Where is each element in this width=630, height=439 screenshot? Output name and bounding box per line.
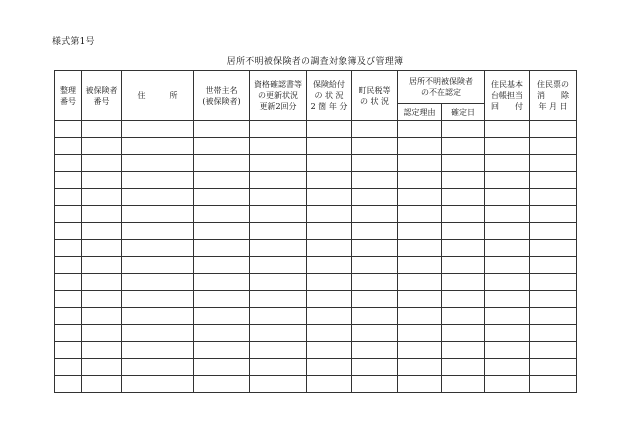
table-cell[interactable] <box>250 172 307 189</box>
table-cell[interactable] <box>352 291 398 308</box>
table-cell[interactable] <box>55 189 82 206</box>
table-cell[interactable] <box>442 359 485 376</box>
table-row <box>55 257 577 274</box>
table-cell[interactable] <box>307 325 352 342</box>
table-cell[interactable] <box>55 274 82 291</box>
table-cell[interactable] <box>398 274 442 291</box>
table-cell[interactable] <box>442 274 485 291</box>
table-cell[interactable] <box>307 274 352 291</box>
table-cell[interactable] <box>55 325 82 342</box>
register-body <box>55 121 577 393</box>
table-cell[interactable] <box>307 240 352 257</box>
header-hoken-kyufu: 保険給付 の 状 況 2 箇 年 分 <box>307 71 352 121</box>
document-title: 居所不明被保険者の調査対象簿及び管理簿 <box>226 57 404 67</box>
table-cell[interactable] <box>398 206 442 223</box>
table-cell[interactable] <box>485 155 530 172</box>
table-cell[interactable] <box>398 359 442 376</box>
table-cell[interactable] <box>352 342 398 359</box>
table-cell[interactable] <box>122 274 194 291</box>
table-row <box>55 359 577 376</box>
table-cell[interactable] <box>485 274 530 291</box>
table-cell[interactable] <box>398 240 442 257</box>
table-cell[interactable] <box>55 121 82 138</box>
table-cell[interactable] <box>122 291 194 308</box>
table-cell[interactable] <box>530 121 577 138</box>
table-cell[interactable] <box>122 308 194 325</box>
table-cell[interactable] <box>194 325 250 342</box>
table-cell[interactable] <box>55 240 82 257</box>
table-cell[interactable] <box>82 138 122 155</box>
table-cell[interactable] <box>55 155 82 172</box>
table-cell[interactable] <box>307 291 352 308</box>
table-cell[interactable] <box>442 342 485 359</box>
table-row <box>55 308 577 325</box>
table-cell[interactable] <box>55 138 82 155</box>
table-cell[interactable] <box>307 359 352 376</box>
table-row <box>55 138 577 155</box>
table-cell[interactable] <box>194 291 250 308</box>
table-cell[interactable] <box>82 189 122 206</box>
table-cell[interactable] <box>55 206 82 223</box>
table-cell[interactable] <box>82 240 122 257</box>
table-cell[interactable] <box>352 308 398 325</box>
table-cell[interactable] <box>250 240 307 257</box>
table-cell[interactable] <box>194 359 250 376</box>
table-row <box>55 121 577 138</box>
table-cell[interactable] <box>55 257 82 274</box>
table-cell[interactable] <box>307 206 352 223</box>
table-cell[interactable] <box>398 138 442 155</box>
table-cell[interactable] <box>398 121 442 138</box>
table-cell[interactable] <box>122 155 194 172</box>
table-row <box>55 172 577 189</box>
table-cell[interactable] <box>250 155 307 172</box>
table-cell[interactable] <box>352 155 398 172</box>
table-cell[interactable] <box>194 342 250 359</box>
table-cell[interactable] <box>307 155 352 172</box>
table-cell[interactable] <box>194 189 250 206</box>
table-cell[interactable] <box>82 257 122 274</box>
table-cell[interactable] <box>485 325 530 342</box>
table-cell[interactable] <box>485 172 530 189</box>
header-juki-daicho: 住民基本 台帳担当 回 付 <box>485 71 530 121</box>
table-cell[interactable] <box>352 121 398 138</box>
table-cell[interactable] <box>398 257 442 274</box>
table-cell[interactable] <box>250 342 307 359</box>
table-cell[interactable] <box>194 223 250 240</box>
table-cell[interactable] <box>250 325 307 342</box>
table-cell[interactable] <box>530 189 577 206</box>
table-row <box>55 325 577 342</box>
table-cell[interactable] <box>82 206 122 223</box>
header-kakutei-bi: 確定日 <box>442 104 485 121</box>
table-cell[interactable] <box>194 206 250 223</box>
table-cell[interactable] <box>398 291 442 308</box>
table-cell[interactable] <box>485 342 530 359</box>
table-cell[interactable] <box>250 359 307 376</box>
table-cell[interactable] <box>122 206 194 223</box>
table-cell[interactable] <box>307 138 352 155</box>
header-nintei-riyu: 認定理由 <box>398 104 442 121</box>
register-table <box>54 70 577 393</box>
header-choumin-zei: 町民税等 の 状 況 <box>352 71 398 121</box>
table-cell[interactable] <box>352 223 398 240</box>
table-cell[interactable] <box>250 308 307 325</box>
table-cell[interactable] <box>307 308 352 325</box>
table-cell[interactable] <box>530 240 577 257</box>
table-cell[interactable] <box>82 155 122 172</box>
table-cell[interactable] <box>250 257 307 274</box>
header-shikaku-shosho: 資格確認書等 の更新状況 更新2回分 <box>250 71 307 121</box>
table-cell[interactable] <box>250 223 307 240</box>
table-cell[interactable] <box>55 342 82 359</box>
table-cell[interactable] <box>485 223 530 240</box>
header-jusho: 住 所 <box>122 71 194 121</box>
table-cell[interactable] <box>485 291 530 308</box>
table-cell[interactable] <box>82 274 122 291</box>
table-cell[interactable] <box>398 172 442 189</box>
table-cell[interactable] <box>352 359 398 376</box>
table-cell[interactable] <box>82 359 122 376</box>
table-cell[interactable] <box>530 359 577 376</box>
table-cell[interactable] <box>194 121 250 138</box>
table-cell[interactable] <box>250 376 307 393</box>
table-cell[interactable] <box>530 223 577 240</box>
table-row <box>55 240 577 257</box>
table-cell[interactable] <box>307 121 352 138</box>
table-cell[interactable] <box>442 206 485 223</box>
table-cell[interactable] <box>307 189 352 206</box>
table-cell[interactable] <box>122 138 194 155</box>
table-cell[interactable] <box>82 325 122 342</box>
table-cell[interactable] <box>485 240 530 257</box>
table-cell[interactable] <box>82 376 122 393</box>
table-row <box>55 223 577 240</box>
table-cell[interactable] <box>398 325 442 342</box>
header-setai-nushi: 世帯主名 (被保険者) <box>194 71 250 121</box>
table-cell[interactable] <box>442 121 485 138</box>
table-cell[interactable] <box>352 240 398 257</box>
table-cell[interactable] <box>122 342 194 359</box>
table-cell[interactable] <box>530 308 577 325</box>
table-row <box>55 376 577 393</box>
table-cell[interactable] <box>530 274 577 291</box>
table-cell[interactable] <box>55 223 82 240</box>
table-cell[interactable] <box>442 376 485 393</box>
table-cell[interactable] <box>82 342 122 359</box>
table-cell[interactable] <box>485 121 530 138</box>
table-cell[interactable] <box>250 291 307 308</box>
table-cell[interactable] <box>122 359 194 376</box>
table-cell[interactable] <box>194 172 250 189</box>
table-cell[interactable] <box>250 121 307 138</box>
table-cell[interactable] <box>307 172 352 189</box>
table-cell[interactable] <box>194 240 250 257</box>
table-cell[interactable] <box>122 172 194 189</box>
table-cell[interactable] <box>442 257 485 274</box>
table-cell[interactable] <box>442 223 485 240</box>
table-cell[interactable] <box>530 172 577 189</box>
table-cell[interactable] <box>485 308 530 325</box>
table-row <box>55 206 577 223</box>
table-cell[interactable] <box>122 223 194 240</box>
table-cell[interactable] <box>530 325 577 342</box>
table-cell[interactable] <box>194 308 250 325</box>
table-cell[interactable] <box>530 376 577 393</box>
table-cell[interactable] <box>122 240 194 257</box>
table-cell[interactable] <box>194 155 250 172</box>
table-cell[interactable] <box>250 274 307 291</box>
form-number: 様式第1号 <box>52 37 95 47</box>
table-cell[interactable] <box>194 376 250 393</box>
table-cell[interactable] <box>82 121 122 138</box>
table-cell[interactable] <box>55 291 82 308</box>
table-row <box>55 291 577 308</box>
table-cell[interactable] <box>442 240 485 257</box>
table-cell[interactable] <box>55 376 82 393</box>
table-cell[interactable] <box>530 257 577 274</box>
table-cell[interactable] <box>530 342 577 359</box>
table-cell[interactable] <box>352 274 398 291</box>
header-fumei-nintei-group: 居所不明被保険者 の不在認定 <box>398 71 485 104</box>
table-cell[interactable] <box>122 189 194 206</box>
table-cell[interactable] <box>122 121 194 138</box>
table-cell[interactable] <box>485 138 530 155</box>
table-row <box>55 274 577 291</box>
table-cell[interactable] <box>530 291 577 308</box>
table-cell[interactable] <box>194 274 250 291</box>
header-juminhyo-shojo: 住民票の 消 除 年 月 日 <box>530 71 577 121</box>
table-cell[interactable] <box>194 257 250 274</box>
table-cell[interactable] <box>55 308 82 325</box>
table-cell[interactable] <box>250 138 307 155</box>
table-cell[interactable] <box>194 138 250 155</box>
table-cell[interactable] <box>398 223 442 240</box>
table-cell[interactable] <box>398 376 442 393</box>
table-cell[interactable] <box>82 223 122 240</box>
table-cell[interactable] <box>307 342 352 359</box>
table-cell[interactable] <box>530 138 577 155</box>
table-cell[interactable] <box>442 325 485 342</box>
table-cell[interactable] <box>352 172 398 189</box>
table-cell[interactable] <box>352 376 398 393</box>
header-hihokensha-bango: 被保険者 番号 <box>82 71 122 121</box>
table-cell[interactable] <box>122 325 194 342</box>
table-cell[interactable] <box>307 257 352 274</box>
table-cell[interactable] <box>442 172 485 189</box>
table-cell[interactable] <box>442 189 485 206</box>
table-cell[interactable] <box>485 257 530 274</box>
table-cell[interactable] <box>122 257 194 274</box>
table-row <box>55 342 577 359</box>
table-cell[interactable] <box>55 359 82 376</box>
table-cell[interactable] <box>442 291 485 308</box>
header-seiri-bango: 整理 番号 <box>55 71 82 121</box>
table-cell[interactable] <box>250 189 307 206</box>
table-cell[interactable] <box>55 172 82 189</box>
table-cell[interactable] <box>352 206 398 223</box>
table-cell[interactable] <box>485 189 530 206</box>
table-cell[interactable] <box>398 189 442 206</box>
table-cell[interactable] <box>485 359 530 376</box>
table-cell[interactable] <box>82 291 122 308</box>
table-cell[interactable] <box>307 223 352 240</box>
table-cell[interactable] <box>307 376 352 393</box>
table-cell[interactable] <box>398 155 442 172</box>
table-cell[interactable] <box>485 376 530 393</box>
table-cell[interactable] <box>442 308 485 325</box>
table-cell[interactable] <box>352 325 398 342</box>
table-cell[interactable] <box>442 155 485 172</box>
table-cell[interactable] <box>82 172 122 189</box>
table-cell[interactable] <box>442 138 485 155</box>
table-cell[interactable] <box>398 308 442 325</box>
table-cell[interactable] <box>352 189 398 206</box>
table-cell[interactable] <box>352 138 398 155</box>
table-row <box>55 155 577 172</box>
table-cell[interactable] <box>122 376 194 393</box>
table-row <box>55 189 577 206</box>
table-cell[interactable] <box>82 308 122 325</box>
table-cell[interactable] <box>352 257 398 274</box>
table-cell[interactable] <box>398 342 442 359</box>
table-cell[interactable] <box>530 206 577 223</box>
table-cell[interactable] <box>530 155 577 172</box>
table-cell[interactable] <box>485 206 530 223</box>
table-cell[interactable] <box>250 206 307 223</box>
